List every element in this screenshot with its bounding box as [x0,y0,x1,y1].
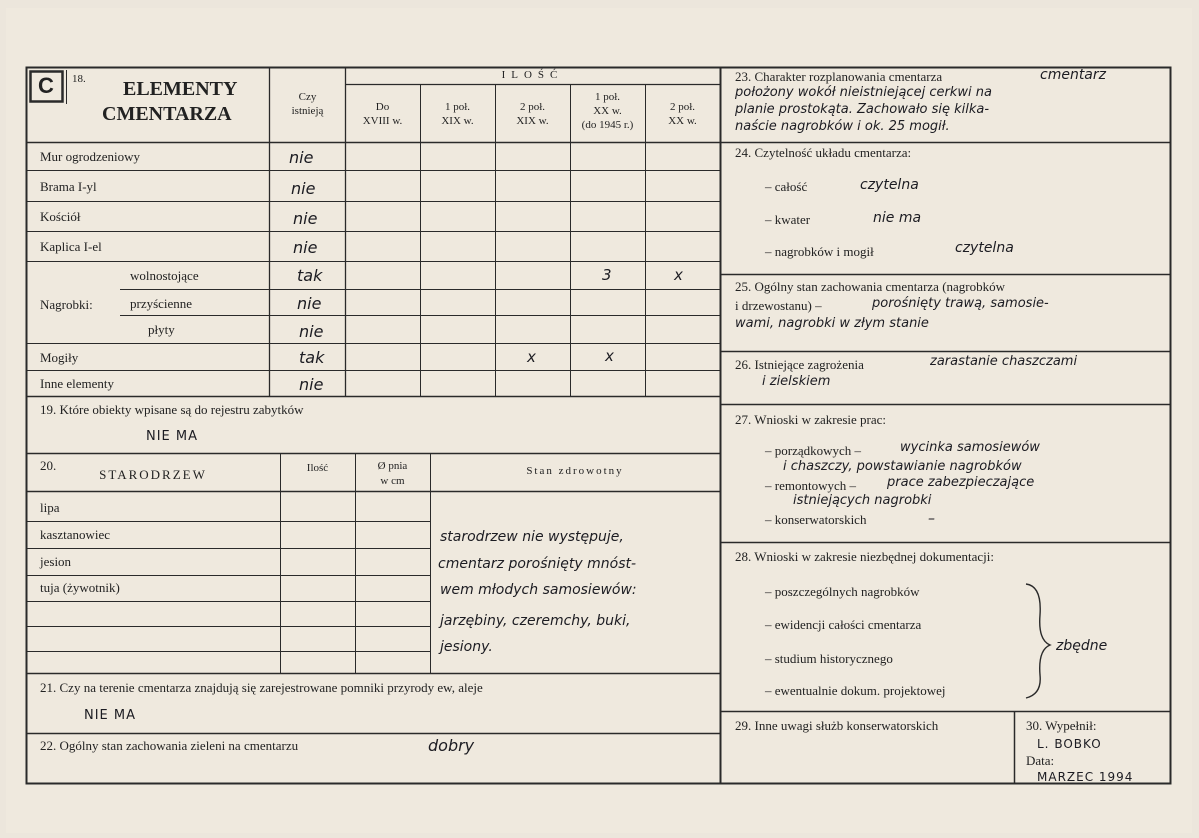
starodrzew-ilosc-header: Ilość [306,462,329,474]
q30-date: MARZEC 1994 [1037,770,1134,784]
q20-number: 20. [40,458,57,473]
row-label-plyty: płyty [148,322,175,337]
q30-name: L. BOBKO [1037,737,1102,751]
section-number: 18. [72,73,86,85]
q23-line-3: planie prostokąta. Zachowało się kilka- [735,102,990,117]
tree-lipa: lipa [40,500,60,515]
tree-kasztanowiec: kasztanowiec [40,527,111,542]
q22-label: 22. Ogólny stan zachowania zieleni na cmentarzu [40,738,299,753]
stan-line-1: starodrzew nie występuje, [440,529,624,545]
q30-label: 30. Wypełnił: [1026,718,1097,733]
q27-answer-porzadkowych-2: i chaszczy, powstawianie nagrobków [783,459,1022,474]
q28-answer: zbędne [1056,638,1108,654]
tree-jesion: jesion [40,554,72,569]
q27-item-porzadkowych: – porządkowych – [765,443,862,458]
row-label-brama: Brama I-yl [40,179,97,194]
q27-answer-konserwatorskich: – [928,511,935,527]
czy-header-1: Czy [298,91,317,103]
q28-item-4: – ewentualnie dokum. projektowej [765,683,946,698]
q23-line-2: położony wokół nieistniejącej cerkwi na [735,85,992,100]
exists-kaplica: nie [293,238,318,257]
q23-label: 23. Charakter rozplanowania cmentarza [735,69,943,84]
stan-line-2: cmentarz porośnięty mnóst- [438,556,637,572]
starodrzew-pnia-header-2: w cm [380,475,405,487]
exists-mur: nie [289,148,314,167]
q24-answer-nagrobkow: czytelna [955,240,1014,256]
q25-answer-1: porośnięty trawą, samosie- [872,296,1049,311]
nagrobki-label: Nagrobki: [40,297,93,312]
q26-answer-2: i zielskiem [762,374,831,389]
q28-item-3: – studium historycznego [765,651,893,666]
ilosc-header: ILOŚĆ [501,69,564,81]
q21-label: 21. Czy na terenie cmentarza znajdują się zarejestrowane pomniki przyrody ew, aleje [40,680,483,695]
czy-header-2: istnieją [291,105,324,117]
q24-item-nagrobkow: – nagrobków i mogił [765,244,874,259]
period-header-xviii-1: Do [375,101,390,113]
exists-mogily: tak [299,348,325,367]
mark-mogily-2xix: x [527,348,536,366]
q19-label: 19. Które obiekty wpisane są do rejestru zabytków [40,402,304,417]
exists-przyscienne: nie [297,294,322,313]
period-header-1xx-3: (do 1945 r.) [581,119,634,131]
row-label-inne: Inne elementy [40,376,114,391]
q27-item-remontowych: – remontowych – [765,478,856,493]
q25-answer-2: wami, nagrobki w złym stanie [735,316,929,331]
stan-line-5: jesiony. [440,639,493,655]
period-header-1xx-1: 1 poł. [594,91,621,103]
q26-label: 26. Istniejące zagrożenia [735,357,864,372]
section-title-2: CMENTARZA [102,103,232,125]
stan-line-4: jarzębiny, czeremchy, buki, [440,613,631,629]
q21-answer: NIE MA [84,708,137,723]
stan-line-3: wem młodych samosiewów: [440,582,637,598]
q25-label: 25. Ogólny stan zachowania cmentarza (nagrobków [735,279,1006,294]
row-label-kaplica: Kaplica I-el [40,239,102,254]
q29-label: 29. Inne uwagi służb konserwatorskich [735,718,939,733]
q28-item-2: – ewidencji całości cmentarza [765,617,922,632]
exists-plyty: nie [299,322,324,341]
q27-item-konserwatorskich: – konserwatorskich [765,512,867,527]
mark-wolnostojace-2xx: x [674,266,683,284]
q27-answer-remontowych-1: prace zabezpieczające [887,475,1035,490]
q24-answer-kwater: nie ma [873,210,922,226]
period-header-2xix-2: XIX w. [516,115,549,127]
q23-line-4: naście nagrobków i ok. 25 mogił. [735,119,950,134]
q28-label: 28. Wnioski w zakresie niezbędnej dokumentacji: [735,549,994,564]
starodrzew-pnia-header-1: Ø pnia [377,460,408,472]
q28-item-1: – poszczególnych nagrobków [765,584,920,599]
row-label-kosciol: Kościół [40,209,81,224]
starodrzew-stan-header: Stan zdrowotny [526,465,624,477]
section-title-1: ELEMENTY [123,78,238,100]
row-label-wolnostojace: wolnostojące [130,268,199,283]
q24-item-kwater: – kwater [765,212,811,227]
row-label-mur: Mur ogrodzeniowy [40,149,141,164]
mark-mogily-1945: x [605,347,614,365]
q30-date-label: Data: [1026,753,1055,768]
row-label-mogily: Mogiły [40,350,79,365]
period-header-xviii-2: XVIII w. [362,115,403,127]
exists-brama: nie [291,179,316,198]
q22-answer: dobry [428,736,475,755]
q19-answer: NIE MA [146,429,199,444]
section-badge: C [38,73,54,98]
q24-answer-calosc: czytelna [860,177,919,193]
period-header-2xx-2: XX w. [668,115,697,127]
outer-frame [27,68,1171,784]
exists-wolnostojace: tak [297,266,323,285]
q27-label: 27. Wnioski w zakresie prac: [735,412,887,427]
row-label-przyscienne: przyścienne [130,296,193,311]
q24-label: 24. Czytelność układu cmentarza: [735,145,912,160]
q27-answer-porzadkowych-1: wycinka samosiewów [900,440,1040,455]
period-header-1xix-1: 1 poł. [444,101,471,113]
q23-line-1: cmentarz [1040,67,1106,83]
q27-answer-remontowych-2: istniejących nagrobki [793,493,932,508]
q26-answer-1: zarastanie chaszczami [930,354,1078,369]
starodrzew-header: STARODRZEW [99,467,207,482]
tree-tuja: tuja (żywotnik) [40,580,120,595]
q25-label-2: i drzewostanu) – [735,298,822,313]
period-header-1xx-2: XX w. [593,105,622,117]
period-header-2xx-1: 2 poł. [669,101,696,113]
period-header-2xix-1: 2 poł. [519,101,546,113]
exists-inne: nie [299,375,324,394]
period-header-1xix-2: XIX w. [441,115,474,127]
mark-wolnostojace-1945: 3 [602,266,612,284]
exists-kosciol: nie [293,209,318,228]
q24-item-calosc: – całość [765,179,808,194]
